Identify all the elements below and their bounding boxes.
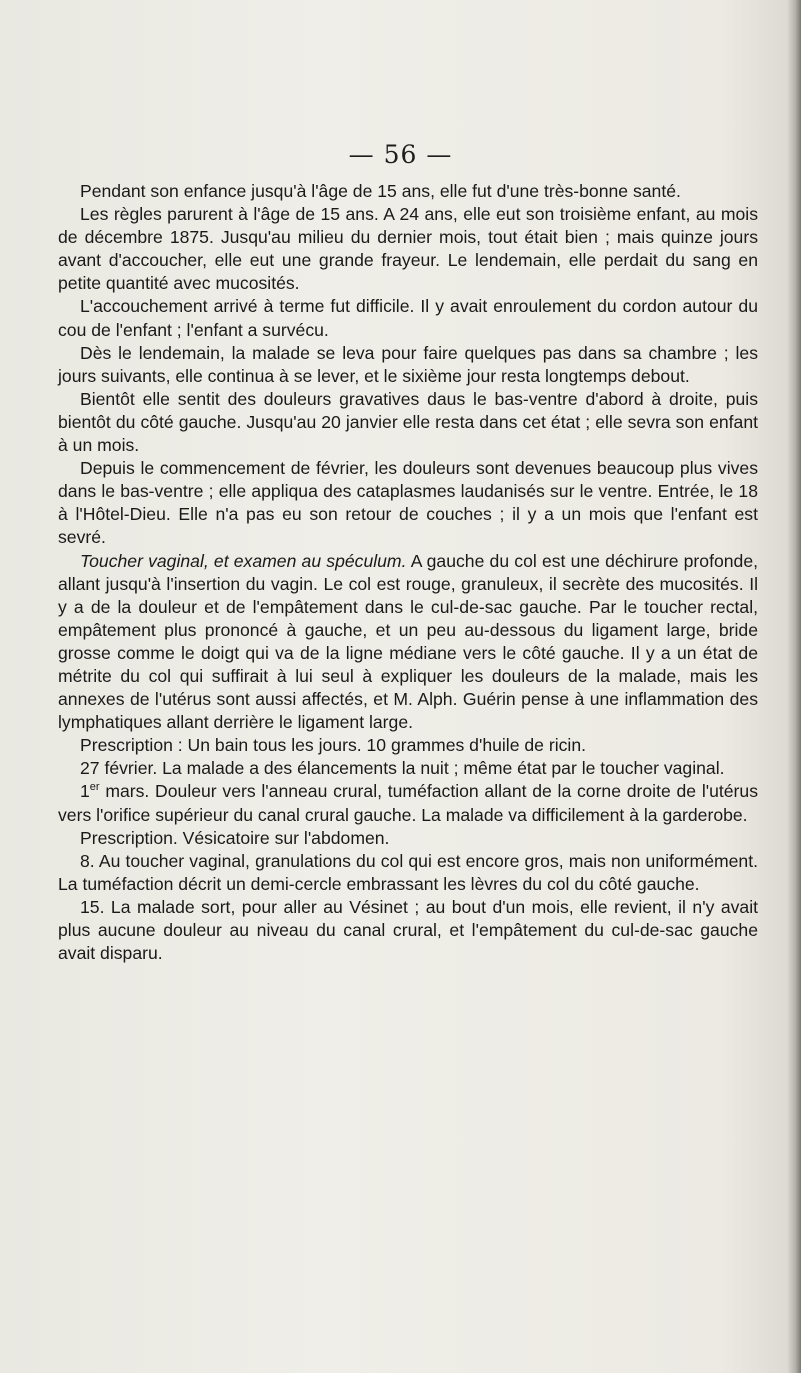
paragraph-pain-onset: Bientôt elle sentit des douleurs gravatives daus le bas-ventre d'abord à droite, puis bientôt du côté gauche. Jusqu'au 20 janvier elle resta dans cet état ; elle sevra son enfant à un mois. [58, 388, 758, 456]
march-1-text: mars. Douleur vers l'anneau crural, tuméfaction allant de la corne droite de l'utérus vers l'orifice supérieur du canal crural gauche. La malade va difficilement à la garderobe. [58, 781, 758, 825]
examination-lead: Toucher vaginal, et examen au spéculum. [80, 550, 407, 571]
paragraph-february: Depuis le commencement de février, les douleurs sont devenues beaucoup plus vives dans le bas-ventre ; elle appliqua des cataplasmes laudanisés sur le ventre. Entrée, le 18 à l'Hôtel-Dieu. Elle n'a pas eu son retour de couches ; il y a un mois que l'enfant est sevré. [58, 458, 758, 548]
march-1-day: 1 [80, 781, 90, 802]
paragraph-examination [58, 550, 758, 735]
examination-text: A gauche du col est une déchirure profonde, allant jusqu'à l'insertion du vagin. Le col est rouge, granuleux, il secrète des mucosités. Il y a de la douleur et de l'empâtement dans le cul-de-sac gauche. Par le toucher rectal, empâtement plus prononcé à gauche, et un peu au-dessous du ligament large, bride grosse comme le doigt qui va de la ligne médiane vers le côté gauche. Il y a un état de métrite du col qui suffirait à lui seul à expliquer les douleurs de la malade, mais les annexes de l'utérus sont aussi affectés, et M. Alph. Guérin pense à une inflammation des lymphatiques allant derrière le ligament large. [58, 550, 758, 733]
body-text [58, 180, 758, 965]
paragraph-march-15: 15. La malade sort, pour aller au Vésinet ; au bout d'un mois, elle revient, il n'y avait plus aucune douleur au niveau du canal crural, et l'empâtement du cul-de-sac gauche avait disparu. [58, 896, 758, 964]
march-1-ordinal: er [89, 781, 100, 794]
paragraph-prescription-bath: Prescription : Un bain tous les jours. 10 grammes d'huile de ricin. [80, 735, 586, 756]
paragraph-march-8: 8. Au toucher vaginal, granulations du col qui est encore gros, mais non uniformément. La tuméfaction décrit un demi-cercle embrassant les lèvres du col du côté gauche. [58, 850, 758, 894]
page-edge-shadow [787, 0, 801, 1373]
paragraph-march-1 [58, 780, 758, 826]
paragraph-menses-pregnancy: Les règles parurent à l'âge de 15 ans. A 24 ans, elle eut son troisième enfant, au mois de décembre 1875. Jusqu'au milieu du dernier mois, tout était bien ; mais quinze jours avant d'accoucher, elle eut une grande frayeur. Le lendemain, elle perdait du sang en petite quantité avec mucosités. [58, 204, 758, 294]
paragraph-delivery: L'accouchement arrivé à terme fut difficile. Il y avait enroulement du cordon autour du cou de l'enfant ; l'enfant a survécu. [58, 296, 758, 340]
paragraph-feb-27: 27 février. La malade a des élancements la nuit ; même état par le toucher vaginal. [80, 758, 725, 779]
paragraph-postpartum: Dès le lendemain, la malade se leva pour faire quelques pas dans sa chambre ; les jours suivants, elle continua à se lever, et le sixième jour resta longtemps debout. [58, 342, 758, 386]
page-number: — 56 — [348, 140, 453, 169]
paragraph-childhood: Pendant son enfance jusqu'à l'âge de 15 ans, elle fut d'une très-bonne santé. [80, 181, 681, 201]
paragraph-prescription-vesicatory: Prescription. Vésicatoire sur l'abdomen. [80, 827, 390, 848]
